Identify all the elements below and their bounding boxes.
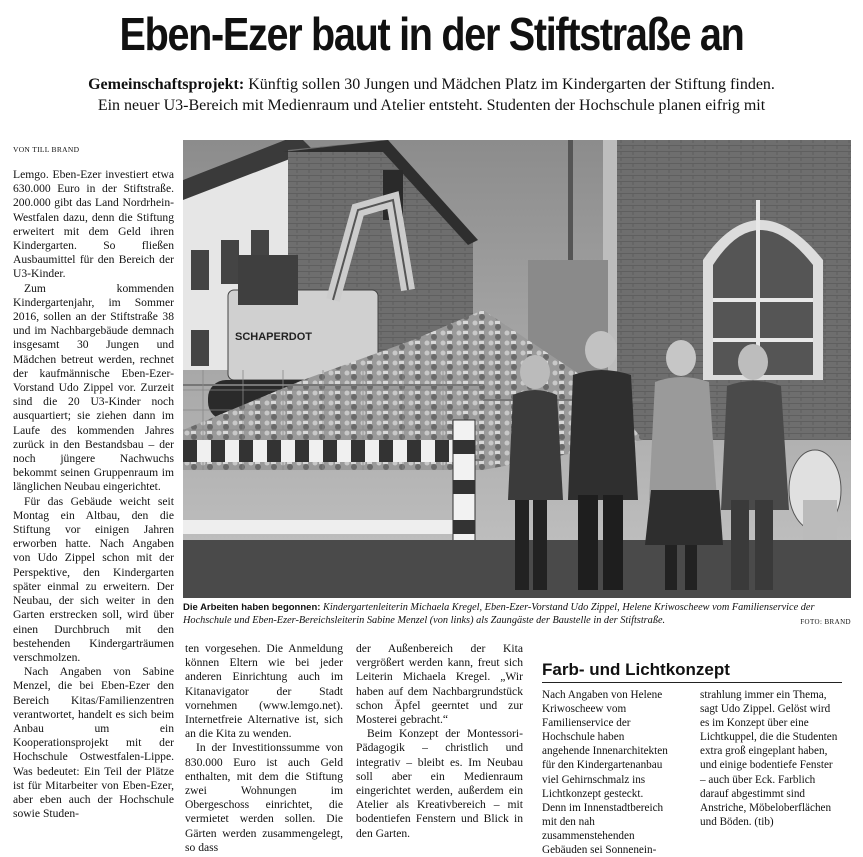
paragraph: Beim Konzept der Montessori-Pädagogik – christlich und integrativ – bleibt es. Im Neubau soll aber ein Medienraum eingerichtet werden, außerdem ein Atelier als Kreativbereich – mit bodentiefen Fenstern und Blick in den Garten. <box>356 727 523 840</box>
sidebar-column-2 <box>700 688 840 829</box>
deck-lead: Gemeinschaftsprojekt: <box>88 76 245 93</box>
construction-photo <box>183 140 851 598</box>
subhead-rule <box>542 682 842 683</box>
paragraph: strahlung immer ein Thema, sagt Udo Zippel. Gelöst wird es im Konzept über eine Lichtkuppel, die die Studenten extra groß eingeplant haben, und einige bodentiefe Fenster – auch über Eck. Farblich darauf abgestimmt sind Anstriche, Möbeloberflächen und Böden. (tib) <box>700 689 838 828</box>
photo-caption <box>183 601 851 627</box>
paragraph: Nach Angaben von Sabine Menzel, die bei Eben-Ezer den Bereich Kitas/Familienzentren verantwortet, handelt es sich beim Anbau um ein Kooperationsprojekt mit der Hochschule Ostwestfalen-Lippe. Was bedeutet: Ein Teil der Plätze ist für Mitarbeiter von Eben-Ezer, aber eben auch der Hochschule sowie Studen- <box>13 665 174 821</box>
sidebar-column-1 <box>542 688 670 857</box>
article-column-1 <box>13 168 174 821</box>
article-column-2 <box>185 642 343 855</box>
deck-line-2: Ein neuer U3-Bereich mit Medienraum und Atelier entsteht. Studenten der Hochschule planen eifrig mit <box>97 97 766 114</box>
byline: VON TILL BRAND <box>13 145 80 154</box>
photo-image <box>183 140 851 598</box>
caption-text: Kindergartenleiterin Michaela Kregel, Eben-Ezer-Vorstand Udo Zippel, Helene Kriwoscheew vom Familienservice der Hochschule und Eben-Ezer-Bereichsleiterin Sabine Menzel (von links) als Zaungäste der Baustelle in der Stiftstraße. <box>183 602 815 626</box>
caption-lead: Die Arbeiten haben begonnen: <box>183 602 321 613</box>
paragraph: Zum kommenden Kindergartenjahr, im Sommer 2016, sollen an der Stiftstraße 38 und im Nachbargebäude demnach insgesamt 30 Jungen und Mädchen betreut werden, rechnet der kaufmännische Eben-Ezer-Vorstand Udo Zippel vor. Zurzeit sind die 20 U3-Kinder noch ausquartiert; sie ziehen dann im Laufe des kommenden Jahres zurück in den Bestandsbau – der noch jüngere Nachwuchs bekommt seinen Gruppenraum im länglichen Neubau eingerichtet. <box>13 281 174 494</box>
paragraph: In der Investitionssumme von 830.000 Euro ist auch Geld enthalten, mit dem die Stiftung zwei Wohnungen im Obergeschoss einrichtet, die vermietet werden sollen. Die Gärten werden zusammengelegt, so dass <box>185 741 343 854</box>
article-column-3 <box>356 642 523 841</box>
paragraph: Für das Gebäude weicht seit Montag ein Altbau, den die Stiftung vor einigen Jahren erworben hatte. Nach Angaben von Udo Zippel schon mit der Perspektive, den Kindergarten später einmal zu erweitern. Der Neubau, der sich weiter in den Garten erstrecken soll, wird über einen Durchbruch mit den bestehenden Kindergarträumen verschmolzen. <box>13 494 174 664</box>
paragraph: Lemgo. Eben-Ezer investiert etwa 630.000 Euro in der Stiftstraße. 200.000 gibt das Land Nordrhein-Westfalen dazu, denn die Stiftung erweitert mit dem Geld ihren Kindergarten. So fließen Ausbaumittel für den Bereich der U3-Kinder. <box>13 168 174 281</box>
section-subhead: Farb- und Lichtkonzept <box>542 660 730 679</box>
photo-credit: FOTO: BRAND <box>800 618 851 626</box>
paragraph: ten vorgesehen. Die Anmeldung können Eltern wie bei jeder anderen Einrichtung auch im Kitanavigator der Stadt vornehmen (www.lemgo.net). Internetfreie Alternative ist, sich an die Kita zu wenden. <box>185 642 343 741</box>
article-deck <box>0 74 863 116</box>
paragraph: der Außenbereich der Kita vergrößert werden kann, freut sich Leiterin Michaela Kregel. „Wir haben auf dem Nachbargrundstück schon Äpfel geerntet und zur Mosterei gebracht.“ <box>356 642 523 727</box>
headline: Eben-Ezer baut in der Stiftstraße an <box>119 8 744 60</box>
deck-line-1: Künftig sollen 30 Jungen und Mädchen Platz im Kindergarten der Stiftung finden. <box>248 76 775 93</box>
excavator-label: SCHAPERDOT <box>235 331 313 343</box>
paragraph: Nach Angaben von Helene Kriwoscheew vom Familienservice der Hochschule haben angehende Innenarchitekten für den Kindergartenanbau viel Gehirnschmalz ins Lichtkonzept gesteckt. Denn im Innenstadtbereich mit den nah zusammenstehenden Gebäuden sei Sonnenein- <box>542 689 668 857</box>
